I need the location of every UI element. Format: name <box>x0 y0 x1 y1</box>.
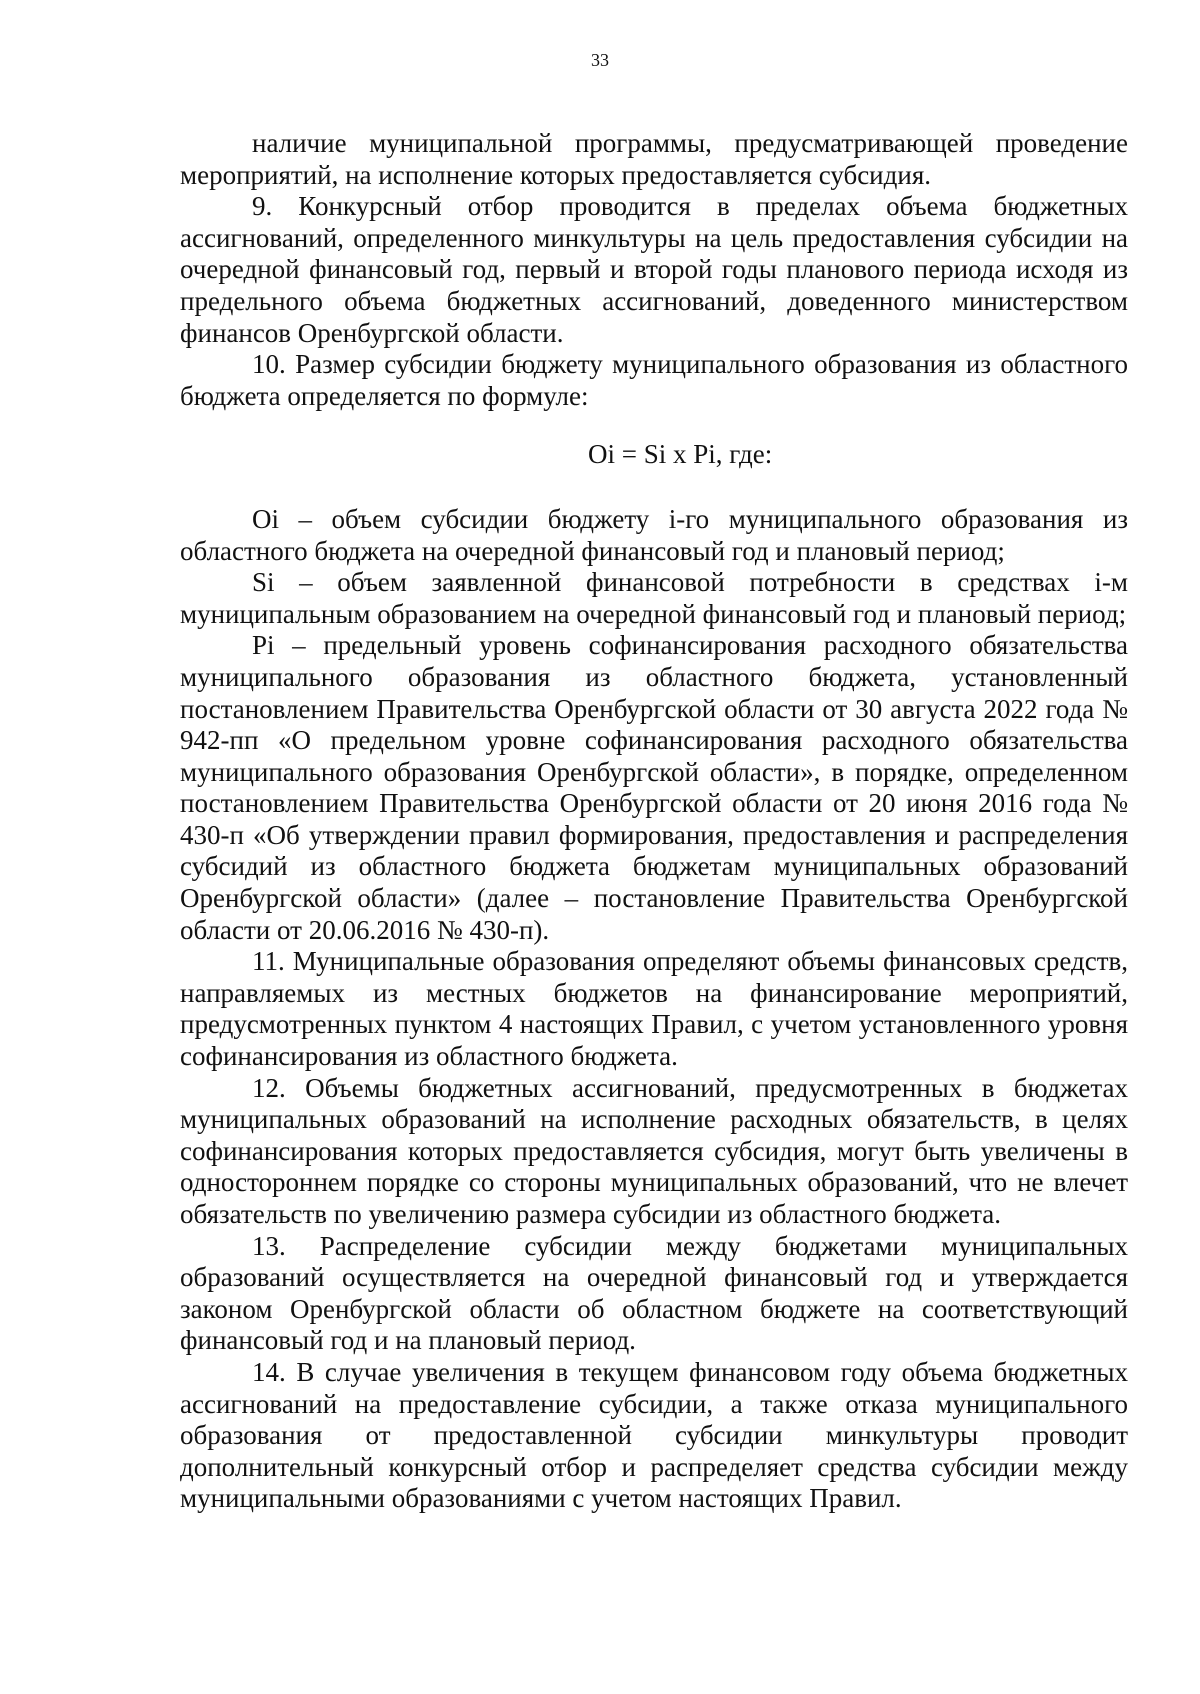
definition-oi: Oi – объем субсидии бюджету i-го муниципального образования из областного бюджета на очередной финансовый год и плановый период; <box>180 503 1128 566</box>
paragraph-item-14: 14. В случае увеличения в текущем финансовом году объема бюджетных ассигнований на предоставление субсидии, а также отказа муниципального образования от предоставленной субсидии минкультуры проводит дополнительный конкурсный отбор и распределяет средства субсидии между муниципальными образованиями с учетом настоящих Правил. <box>180 1356 1128 1514</box>
paragraph-item-13: 13. Распределение субсидии между бюджетами муниципальных образований осуществляется на очередной финансовый год и утверждается законом Оренбургской области об областном бюджете на соответствующий финансовый год и на плановый период. <box>180 1230 1128 1356</box>
subsidy-formula: Oi = Si x Pi, где: <box>588 439 773 470</box>
definition-pi: Pi – предельный уровень софинансирования расходного обязательства муниципального образования из областного бюджета, установленный постановлением Правительства Оренбургской области от 30 августа 2022 года № 942-пп «О предельном уровне софинансирования расходного обязательства муниципального образования Оренбургской области», в порядке, определенном постановлением Правительства Оренбургской области от 20 июня 2016 года № 430-п «Об утверждении правил формирования, предоставления и распределения субсидий из областного бюджета бюджетам муниципальных образований Оренбургской области» (далее – постановление Правительства Оренбургской области от 20.06.2016 № 430-п). <box>180 630 1128 945</box>
paragraph-item-9: 9. Конкурсный отбор проводится в пределах объема бюджетных ассигнований, определенного минкультуры на цель предоставления субсидии на очередной финансовый год, первый и второй годы планового периода исходя из предельного объема бюджетных ассигнований, доведенного министерством финансов Оренбургской области. <box>180 191 1128 348</box>
paragraph-item-11: 11. Муниципальные образования определяют объемы финансовых средств, направляемых из местных бюджетов на финансирование мероприятий, предусмотренных пунктом 4 настоящих Правил, с учетом установленного уровня софинансирования из областного бюджета. <box>180 946 1128 1072</box>
document-body <box>180 128 1128 1515</box>
definition-si: Si – объем заявленной финансовой потребности в средствах i-м муниципальным образованием на очередной финансовый год и плановый период; <box>180 567 1128 629</box>
paragraph-item-12: 12. Объемы бюджетных ассигнований, предусмотренных в бюджетах муниципальных образований на исполнение расходных обязательств, в целях софинансирования которых предоставляется субсидия, могут быть увеличены в одностороннем порядке со стороны муниципальных образований, что не влечет обязательств по увеличению размера субсидии из областного бюджета. <box>180 1072 1128 1229</box>
paragraph-item-10: 10. Размер субсидии бюджету муниципального образования из областного бюджета определяется по формуле: <box>180 349 1128 411</box>
page-number: 33 <box>591 50 609 70</box>
paragraph-programme-availability: наличие муниципальной программы, предусматривающей проведение мероприятий, на исполнение которых предоставляется субсидия. <box>180 128 1128 190</box>
